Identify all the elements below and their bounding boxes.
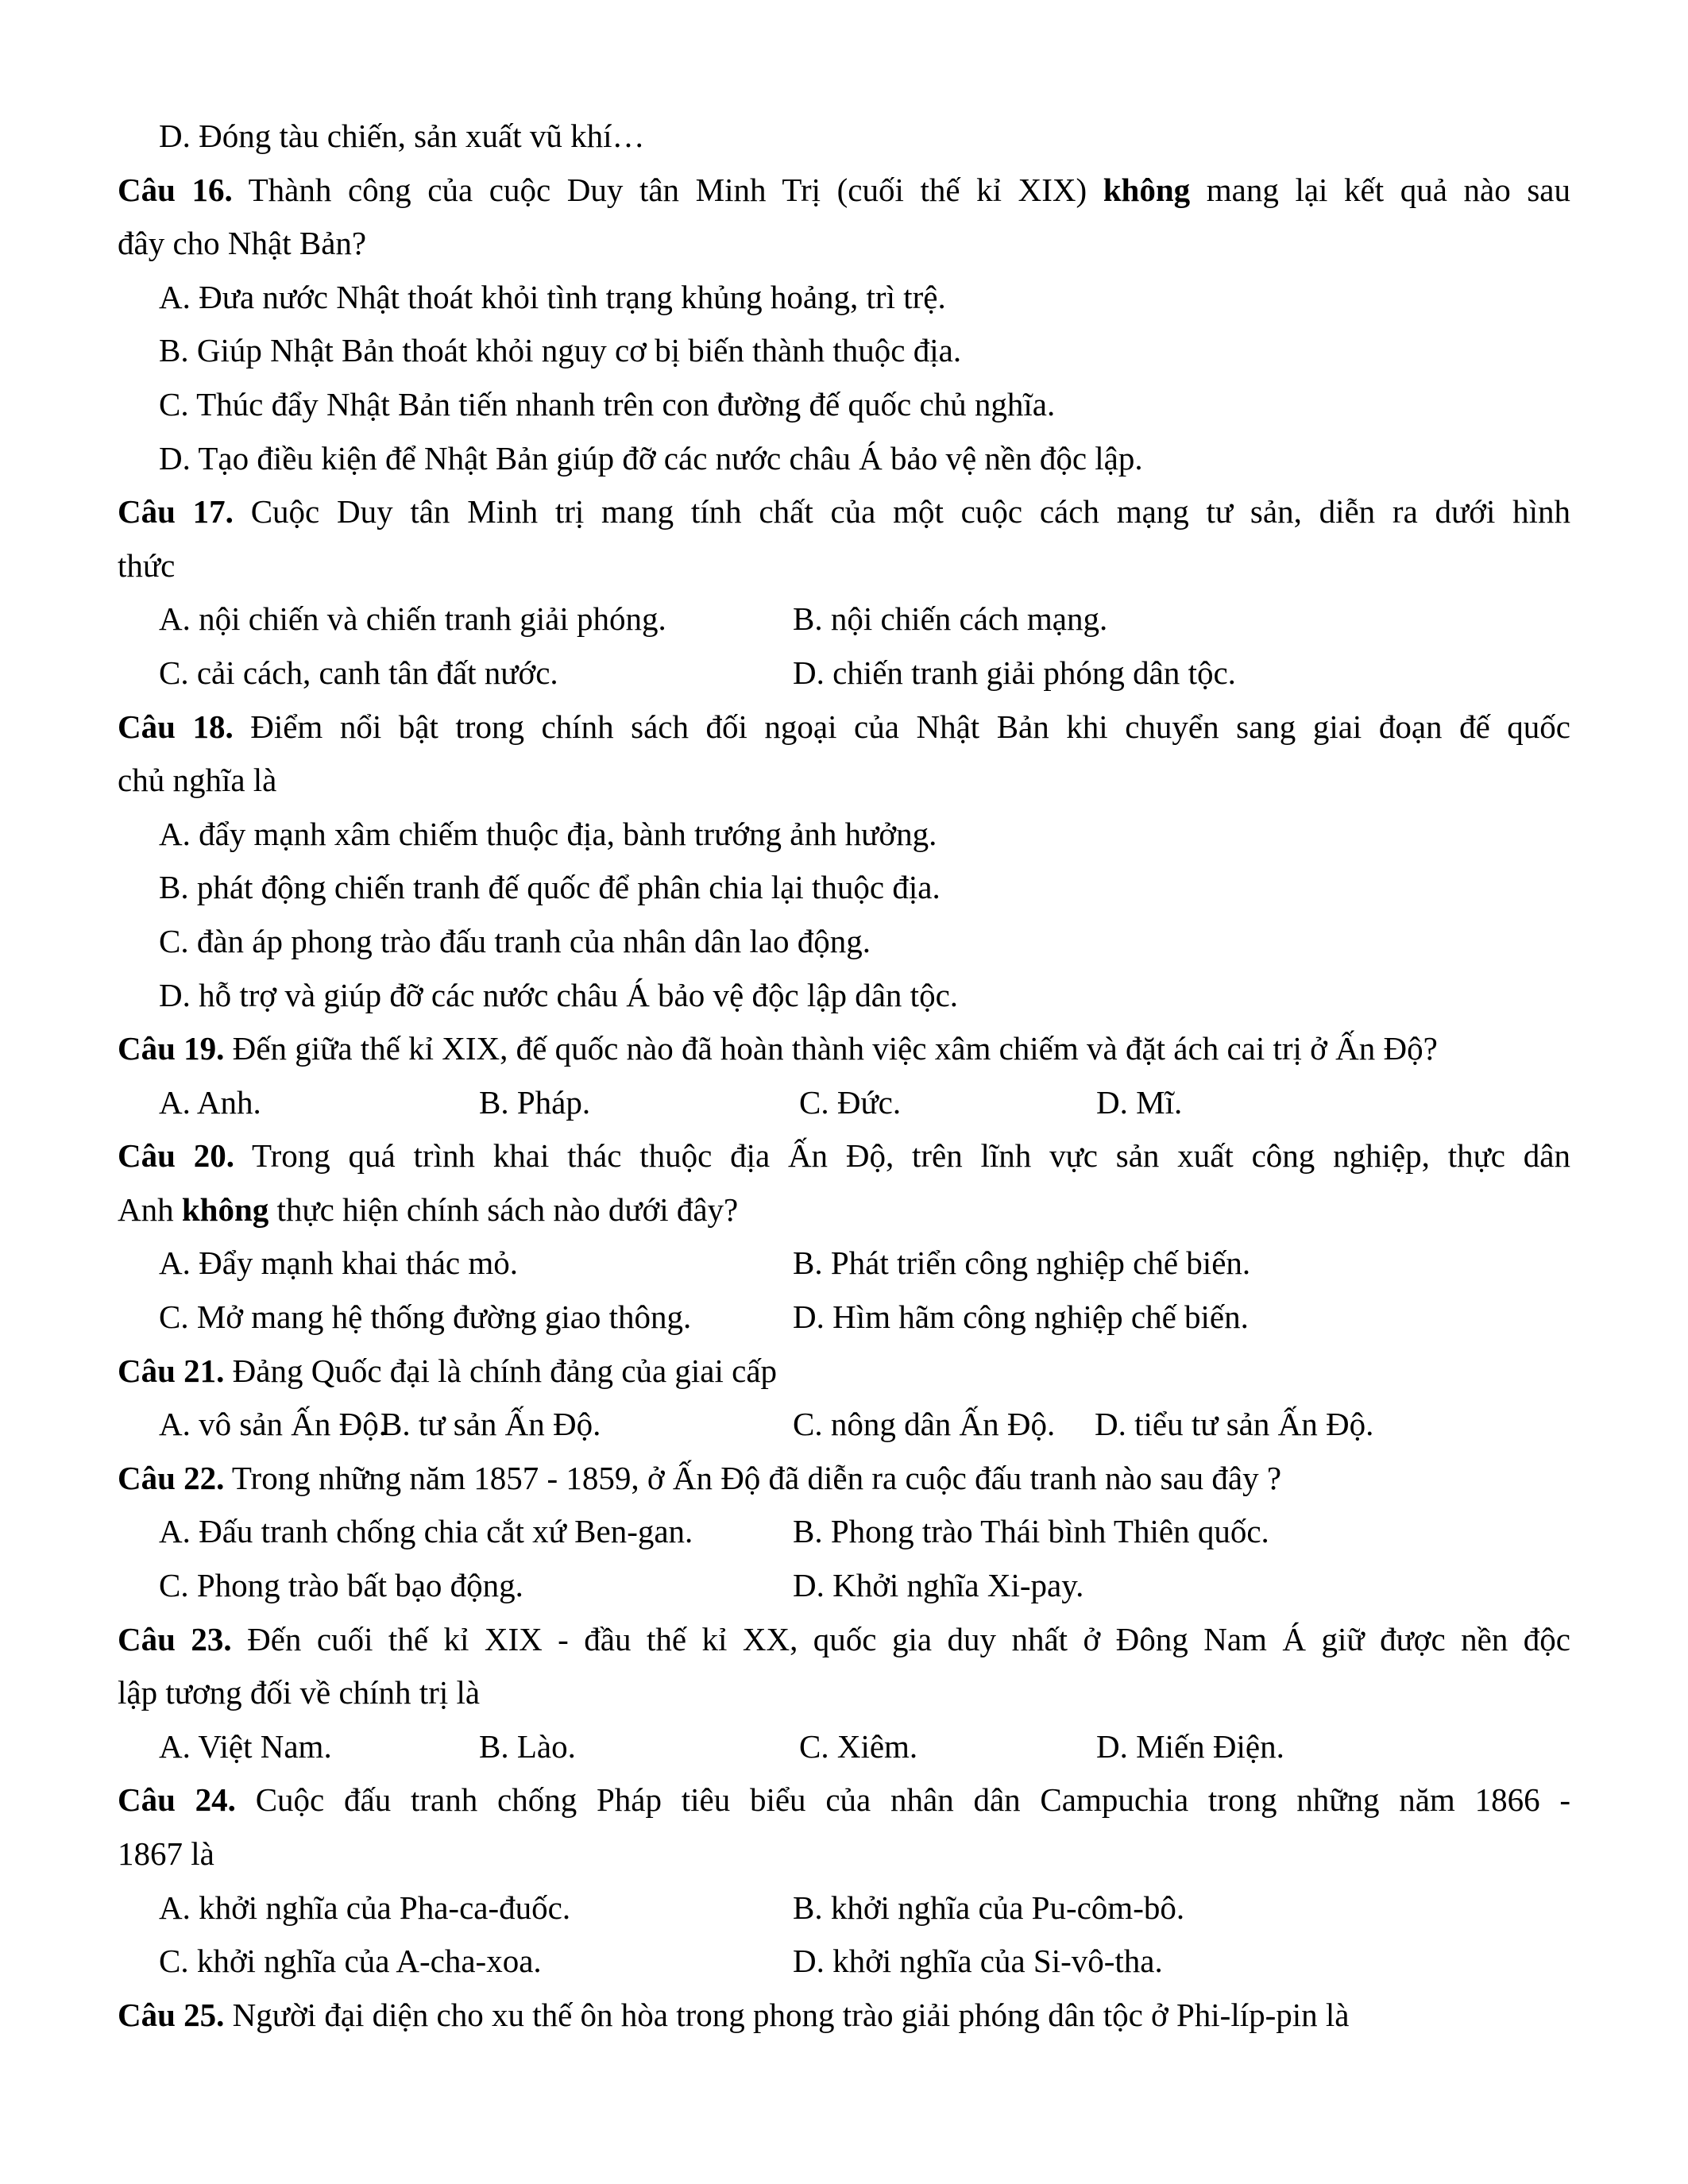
q23-stem-line-1 [118,1613,1570,1667]
q17-stem-line-1 [118,485,1570,539]
bold-text: Câu 25. [118,1996,225,2033]
q16-option-d [118,432,1570,486]
body-text: D. hỗ trợ và giúp đỡ các nước châu Á bảo vệ độc lập dân tộc. [159,976,959,1013]
answer-option: B. khởi nghĩa của Pu-côm-bô. [793,1889,1185,1926]
answer-option: C. nông dân Ấn Độ. [793,1406,1056,1443]
bold-text: Câu 18. [118,708,234,745]
body-text: đây cho Nhật Bản? [118,225,367,262]
q24-options-row-2 [118,1935,1570,1989]
q20-stem-line-1 [118,1129,1570,1183]
body-text: Trong những năm 1857 - 1859, ở Ấn Độ đã diễn ra cuộc đấu tranh nào sau đây ? [224,1459,1282,1496]
body-text: D. Tạo điều kiện để Nhật Bản giúp đỡ các nước châu Á bảo vệ nền độc lập. [159,439,1143,477]
answer-option: A. Đẩy mạnh khai thác mỏ. [159,1244,519,1282]
body-text: Thành công của cuộc Duy tân Minh Trị (cuối thế kỉ XIX) [232,171,1103,208]
body-text: Đảng Quốc đại là chính đảng của giai cấp [224,1352,778,1389]
body-text: C. đàn áp phong trào đấu tranh của nhân dân lao động. [159,922,871,959]
q21-stem-line-1 [118,1345,1570,1399]
body-text: A. đẩy mạnh xâm chiếm thuộc địa, bành trướng ảnh hưởng. [159,815,937,852]
q17-stem-line-2 [118,539,1570,593]
q21-options-row [118,1398,1570,1452]
q24-stem-line-2 [118,1827,1570,1881]
body-text: 1867 là [118,1835,214,1872]
q17-options-row-1 [118,592,1570,646]
bold-text: Câu 17. [118,493,234,531]
q22-options-row-2 [118,1559,1570,1613]
bold-text: không [1103,171,1191,208]
bold-text: Câu 24. [118,1781,236,1819]
q20-options-row-2 [118,1291,1570,1345]
q16-option-a [118,271,1570,325]
answer-option: B. Phong trào Thái bình Thiên quốc. [793,1513,1269,1550]
q16-stem-line-2 [118,217,1570,271]
q20-options-row-1 [118,1237,1570,1291]
answer-option: A. khởi nghĩa của Pha-ca-đuốc. [159,1889,571,1926]
answer-option: B. Pháp. [479,1083,591,1121]
bold-text: Câu 16. [118,171,233,208]
body-text: A. Đưa nước Nhật thoát khỏi tình trạng khủng hoảng, trì trệ. [159,278,946,315]
answer-option: D. khởi nghĩa của Si-vô-tha. [793,1943,1163,1980]
q19-options-row [118,1076,1570,1130]
q23-options-row [118,1720,1570,1774]
answer-option: D. chiến tranh giải phóng dân tộc. [793,654,1236,691]
q18-option-a [118,808,1570,862]
q17-options-row-2 [118,646,1570,700]
q22-options-row-1 [118,1505,1570,1559]
answer-option: C. Phong trào bất bạo động. [159,1567,523,1604]
answer-option: A. Đấu tranh chống chia cắt xứ Ben-gan. [159,1513,693,1550]
answer-option: A. Anh. [159,1083,261,1121]
body-text: chủ nghĩa là [118,762,277,799]
body-text: thức [118,546,176,584]
q16-stem-line-1 [118,164,1570,218]
q19-stem-line-1 [118,1022,1570,1076]
body-text: lập tương đối về chính trị là [118,1674,481,1711]
answer-option: B. Phát triển công nghiệp chế biến. [793,1244,1251,1282]
body-text: Người đại diện cho xu thế ôn hòa trong phong trào giải phóng dân tộc ở Phi-líp-pin là [224,1996,1350,2033]
q24-options-row-1 [118,1881,1570,1935]
answer-option: C. khởi nghĩa của A-cha-xoa. [159,1943,542,1980]
q20-stem-line-2 [118,1183,1570,1237]
body-text: Đến cuối thế kỉ XIX - đầu thế kỉ XX, quốc gia duy nhất ở Đông Nam Á giữ được nền độc [231,1620,1570,1657]
answer-option: B. nội chiến cách mạng. [793,600,1108,638]
body-text: Đến giữa thế kỉ XIX, đế quốc nào đã hoàn thành việc xâm chiếm và đặt ách cai trị ở Ấn Độ? [224,1030,1438,1067]
q18-option-d [118,969,1570,1023]
q23-stem-line-2 [118,1666,1570,1720]
answer-option: A. Việt Nam. [159,1727,332,1765]
answer-option: D. Hìm hãm công nghiệp chế biến. [793,1298,1249,1336]
q15-option-d [118,110,1570,164]
body-text: Cuộc Duy tân Minh trị mang tính chất của một cuộc cách mạng tư sản, diễn ra dưới hình [233,493,1570,531]
bold-text: Câu 20. [118,1137,234,1175]
q18-option-b [118,861,1570,915]
q18-stem-line-1 [118,700,1570,754]
body-text: thực hiện chính sách nào dưới đây? [268,1190,739,1228]
answer-option: C. Đức. [799,1083,902,1121]
answer-option: B. tư sản Ấn Độ. [380,1406,601,1443]
body-text: C. Thúc đẩy Nhật Bản tiến nhanh trên con đường đế quốc chủ nghĩa. [159,385,1056,423]
body-text: mang lại kết quả nào sau [1190,171,1570,208]
body-text: Điểm nổi bật trong chính sách đối ngoại của Nhật Bản khi chuyển sang giai đoạn đế quốc [233,708,1570,745]
body-text: D. Đóng tàu chiến, sản xuất vũ khí… [159,118,645,154]
bold-text: Câu 22. [118,1459,225,1496]
answer-option: D. tiểu tư sản Ấn Độ. [1095,1406,1374,1443]
body-text: B. Giúp Nhật Bản thoát khỏi nguy cơ bị biến thành thuộc địa. [159,332,962,369]
q25-stem-line-1 [118,1989,1570,2043]
q22-stem-line-1 [118,1452,1570,1506]
answer-option: C. Xiêm. [799,1727,918,1765]
bold-text: Câu 19. [118,1030,225,1067]
bold-text: Câu 23. [118,1620,232,1657]
answer-option: D. Khởi nghĩa Xi-pay. [793,1567,1084,1604]
q16-option-b [118,324,1570,378]
body-text: Cuộc đấu tranh chống Pháp tiêu biểu của nhân dân Campuchia trong những năm 1866 - [235,1781,1570,1819]
q16-option-c [118,378,1570,432]
answer-option: A. nội chiến và chiến tranh giải phóng. [159,600,666,638]
q18-option-c [118,915,1570,969]
document-body [118,110,1570,2042]
body-text: Trong quá trình khai thác thuộc địa Ấn Độ, trên lĩnh vực sản xuất công nghiệp, thực dân [234,1137,1570,1175]
q18-stem-line-2 [118,754,1570,808]
bold-text: Câu 21. [118,1352,225,1389]
answer-option: C. Mở mang hệ thống đường giao thông. [159,1298,692,1336]
answer-option: D. Mĩ. [1096,1083,1183,1121]
bold-text: không [181,1190,269,1228]
body-text: B. phát động chiến tranh đế quốc để phân chia lại thuộc địa. [159,869,941,906]
answer-option: D. Miến Điện. [1096,1727,1284,1765]
body-text: Anh [118,1190,182,1228]
answer-option: B. Lào. [479,1727,576,1765]
q24-stem-line-1 [118,1773,1570,1827]
answer-option: C. cải cách, canh tân đất nước. [159,654,558,691]
answer-option: A. vô sản Ấn Độ. [159,1406,387,1443]
